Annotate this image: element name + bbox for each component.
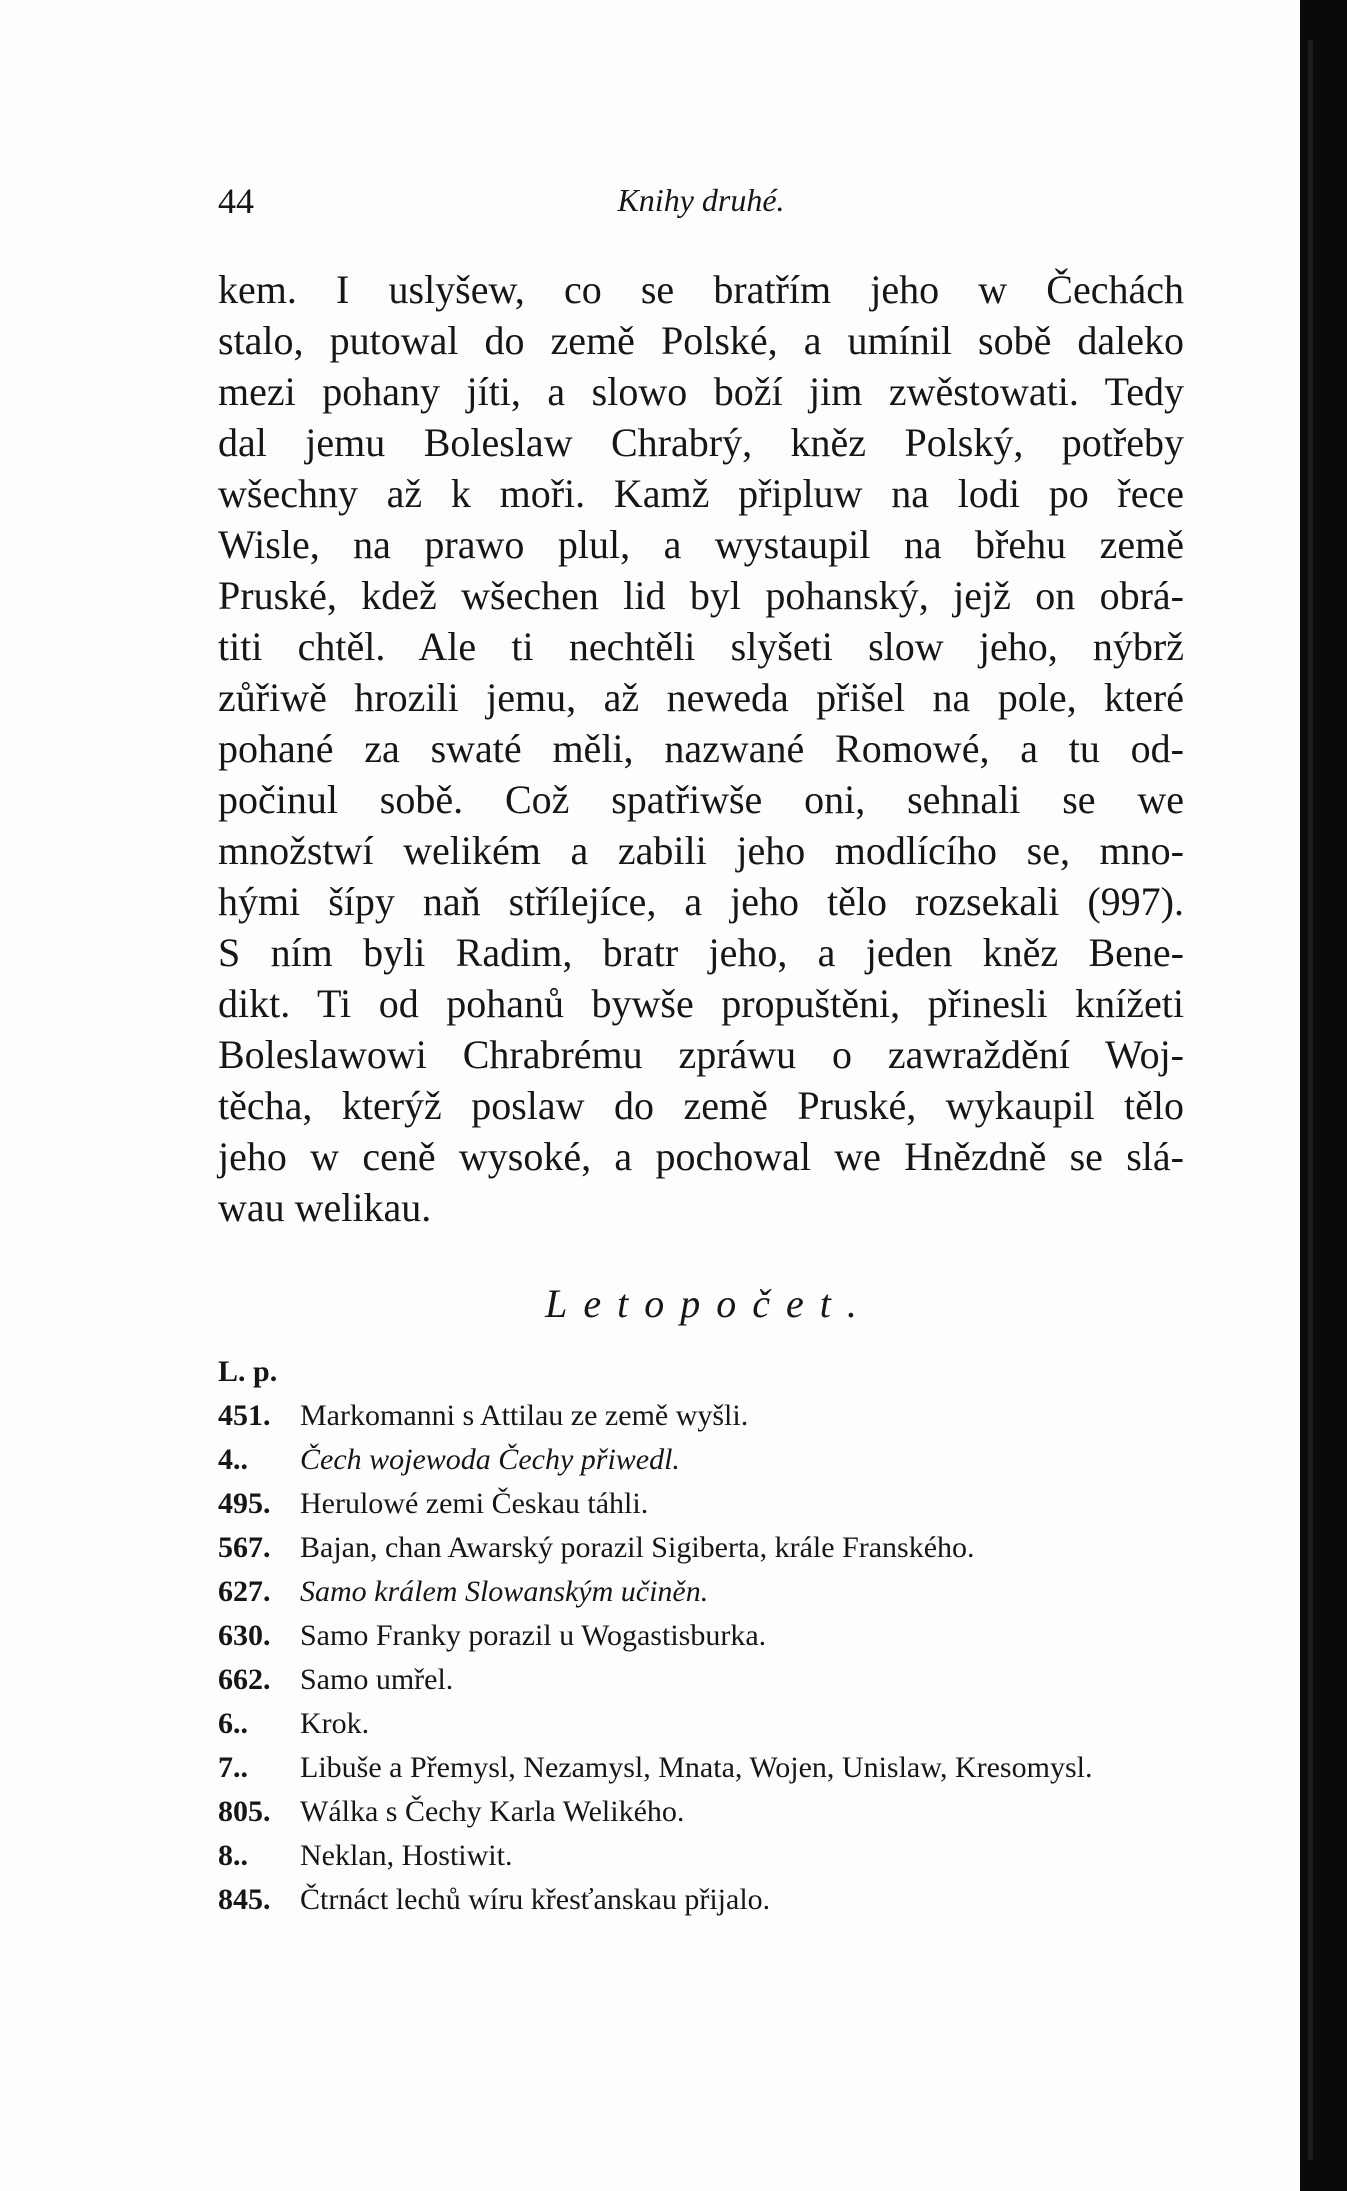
entry-year: 6.. — [218, 1707, 248, 1740]
text-line: dal jemu Boleslaw Chrabrý, kněz Polský, potřeby — [218, 420, 1184, 465]
entry-year: 451. — [218, 1399, 271, 1432]
text-line: množstwí welikém a zabili jeho modlícího se, mno- — [218, 828, 1184, 873]
section-title: Letopočet. — [545, 1281, 873, 1326]
text-line: Wisle, na prawo plul, a wystaupil na břehu země — [218, 522, 1184, 567]
entry-year: 7.. — [218, 1751, 248, 1784]
chronology-entry — [218, 1834, 1218, 1878]
entry-year: 4.. — [218, 1443, 248, 1476]
chronology-entry — [218, 1570, 1218, 1614]
entry-year: 845. — [218, 1883, 271, 1916]
entry-text: Čtrnáct lechů wíru křesťanskau přijalo. — [300, 1883, 771, 1916]
text-line: wšechny až k moři. Kamž připluw na lodi po řece — [218, 471, 1184, 516]
chronology-entry — [218, 1878, 1218, 1922]
text-line: pohané za swaté měli, nazwané Romowé, a tu od- — [218, 726, 1184, 771]
chronology-entries — [218, 1394, 1218, 1922]
entry-year: 630. — [218, 1619, 271, 1652]
entry-text: Wálka s Čechy Karla Welikého. — [300, 1795, 685, 1828]
chronology-entry — [218, 1790, 1218, 1834]
text-line: S ním byli Radim, bratr jeho, a jeden kněz Bene- — [218, 930, 1184, 975]
text-line: dikt. Ti od pohanů bywše propuštěni, přinesli knížeti — [218, 981, 1184, 1026]
text-line: mezi pohany jíti, a slowo boží jim zwěstowati. Tedy — [218, 369, 1184, 414]
text-line: těcha, kterýž poslaw do země Pruské, wykaupil tělo — [218, 1083, 1184, 1128]
entry-text: Samo umřel. — [300, 1663, 454, 1696]
chronology-list — [218, 1350, 1218, 1922]
text-line: zůřiwě hrozili jemu, až neweda přišel na pole, které — [218, 675, 1184, 720]
entry-year: 805. — [218, 1795, 271, 1828]
chronology-entry — [218, 1526, 1218, 1570]
running-head: Knihy druhé. — [617, 182, 785, 218]
entry-text: Neklan, Hostiwit. — [300, 1839, 513, 1872]
chronology-entry — [218, 1394, 1218, 1438]
entry-text: Krok. — [300, 1707, 370, 1740]
entry-text: Samo Franky porazil u Wogastisburka. — [300, 1619, 767, 1652]
year-column-header: L. p. — [218, 1355, 278, 1388]
chronology-entry — [218, 1438, 1218, 1482]
chronology-entry — [218, 1702, 1218, 1746]
page-number: 44 — [218, 181, 254, 221]
page-header — [218, 180, 1184, 230]
text-line: Pruské, kdež wšechen lid byl pohanský, jejž on obrá- — [218, 573, 1184, 618]
entry-text: Herulowé zemi Českau táhli. — [300, 1487, 649, 1520]
entry-year: 8.. — [218, 1839, 248, 1872]
entry-text: Bajan, chan Awarský porazil Sigiberta, krále Franského. — [300, 1531, 975, 1564]
entry-text: Čech wojewoda Čechy přiwedl. — [300, 1443, 680, 1476]
entry-year: 662. — [218, 1663, 271, 1696]
entry-year: 627. — [218, 1575, 271, 1608]
entry-text: Libuše a Přemysl, Nezamysl, Mnata, Wojen, Unislaw, Kresomysl. — [300, 1751, 1093, 1784]
text-line: jeho w ceně wysoké, a pochowal we Hnězdně se slá- — [218, 1134, 1184, 1179]
text-line: titi chtěl. Ale ti nechtěli slyšeti slow jeho, nýbrž — [218, 624, 1184, 669]
entry-year: 567. — [218, 1531, 271, 1564]
text-line: hými šípy naň střílejíce, a jeho tělo rozsekali (997). — [218, 879, 1184, 924]
entry-text: Markomanni s Attilau ze země wyšli. — [300, 1399, 749, 1432]
text-line: stalo, putowal do země Polské, a umínil sobě daleko — [218, 318, 1184, 363]
entry-year: 495. — [218, 1487, 271, 1520]
chronology-entry — [218, 1746, 1218, 1790]
chronology-entry — [218, 1658, 1218, 1702]
text-line: wau welikau. — [218, 1185, 432, 1230]
binding-edge-line — [1308, 40, 1313, 2160]
entry-text: Samo králem Slowanským učiněn. — [300, 1575, 709, 1608]
text-line: Boleslawowi Chrabrému zpráwu o zawraždění Woj- — [218, 1032, 1184, 1077]
body-text — [218, 264, 1184, 1233]
text-line: kem. I uslyšew, co se bratřím jeho w Čechách — [218, 267, 1184, 312]
chronology-entry — [218, 1482, 1218, 1526]
text-line: počinul sobě. Což spatřiwše oni, sehnali se we — [218, 777, 1184, 822]
chronology-entry — [218, 1614, 1218, 1658]
